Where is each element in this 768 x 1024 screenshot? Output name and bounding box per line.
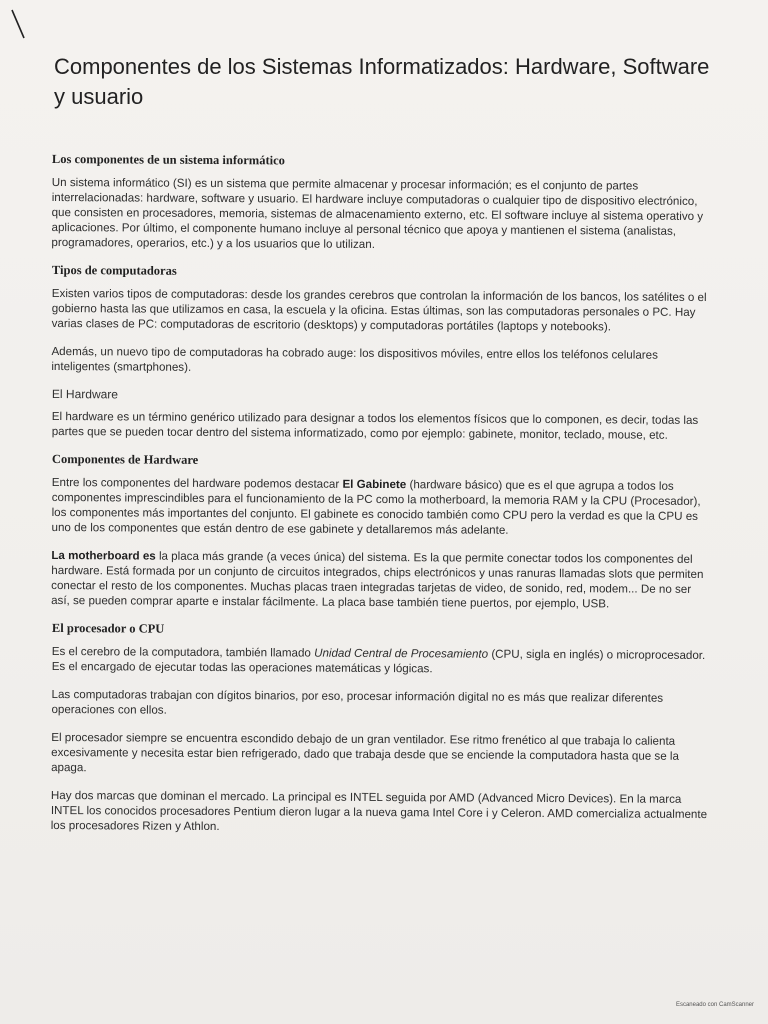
document-body	[52, 52, 712, 846]
paragraph: El procesador siempre se encuentra escondido debajo de un gran ventilador. Ese ritmo frenético al que trabaja lo calienta excesivamente y necesita estar bien refrigerado, dado que trabaja desde que se enciende la computadora hasta que se la apaga.	[51, 730, 679, 775]
section-hardware-components	[51, 452, 712, 612]
section-processor	[51, 621, 712, 837]
paragraph: Un sistema informático (SI) es un sistema que permite almacenar y procesar información; es el conjunto de partes interrelacionadas: hardware, software y usuario. El hardware incluye computadoras o cualquier tipo de dispositivo electrónico, que consisten en procesadores, memoria, sistemas de almacenamiento externo, etc. El software incluye al sistema operativo y aplicaciones. Por último, el componente humano incluye al personal técnico que apoya y mantienen el sistema (analistas, programadores, operarios, etc.) y a los usuarios que lo utilizan.	[51, 175, 704, 251]
section-heading: El procesador o CPU	[51, 621, 165, 636]
section-system-components	[51, 152, 712, 254]
section-heading: El Hardware	[51, 387, 119, 402]
bold-term: La motherboard es	[51, 548, 156, 563]
paragraph: La motherboard es la placa más grande (a veces única) del sistema. Es la que permite conectar todos los componentes del hardware. Está formada por un conjunto de circuitos integrados, chips electrónicos y unas ranuras llamadas slots que permiten conectar el resto de los componentes. Muchas placas traen integradas tarjetas de video, de sonido, red, modem... De no ser así, se pueden comprar aparte e instalar fácilmente. La placa base también tiene puertos, por ejemplo, USB.	[51, 548, 704, 611]
paragraph: El hardware es un término genérico utilizado para designar a todos los elementos físicos que lo componen, es decir, todas las partes que se pueden tocar dentro del sistema informatizado, como por ejemplo: gabinete, monitor, teclado, mouse, etc.	[51, 409, 699, 442]
paragraph: Es el cerebro de la computadora, también llamado Unidad Central de Procesamiento (CPU, sigla en inglés) o microprocesador. Es el encargado de ejecutar todas las operaciones matemáticas y lógicas.	[51, 644, 706, 676]
paragraph: Hay dos marcas que dominan el mercado. La principal es INTEL seguida por AMD (Advanced Micro Devices). En la marca INTEL los conocidos procesadores Pentium dieron lugar a la nueva gama Intel Core i y Celeron. AMD comercializa actualmente los procesadores Rizen y Athlon.	[50, 788, 708, 834]
paragraph: Las computadoras trabajan con dígitos binarios, por eso, procesar información digital no es más que realizar diferentes operaciones con ellos.	[51, 687, 664, 717]
scanner-watermark: Escaneado con CamScanner	[675, 1002, 754, 1008]
paragraph: Además, un nuevo tipo de computadoras ha cobrado auge: los dispositivos móviles, entre ellos los teléfonos celulares inteligentes (smartphones).	[51, 344, 658, 374]
section-heading: Componentes de Hardware	[51, 452, 199, 467]
bold-term: El Gabinete	[342, 477, 407, 492]
section-hardware	[52, 387, 712, 443]
paragraph: Existen varios tipos de computadoras: desde los grandes cerebros que controlan la información de los bancos, los satélites o el gobierno hasta las que utilizamos en casa, la escuela y la oficina. Estas últimas, son las computadoras personales o PC. Hay varias clases de PC: computadoras de escritorio (desktops) y computadoras portátiles (laptops y notebooks).	[51, 286, 707, 334]
section-heading: Tipos de computadoras	[51, 263, 177, 278]
italic-term: Unidad Central de Procesamiento	[314, 646, 489, 661]
document-title: Componentes de los Sistemas Informatizados: Hardware, Software y usuario	[54, 54, 710, 109]
section-heading: Los componentes de un sistema informático	[51, 152, 285, 168]
section-computer-types	[51, 263, 712, 378]
paragraph: Entre los componentes del hardware podemos destacar El Gabinete (hardware básico) que es el que agrupa a todos los componentes imprescindibles para el funcionamiento de la PC como la motherboard, la memoria RAM y la CPU (Procesador), los componentes más importantes del conjunto. El gabinete es conocido también como CPU pero la verdad es que la CPU es uno de los componentes que están dentro de ese gabinete y detallaremos más adelante.	[51, 475, 701, 537]
pen-stroke-mark	[10, 8, 50, 48]
